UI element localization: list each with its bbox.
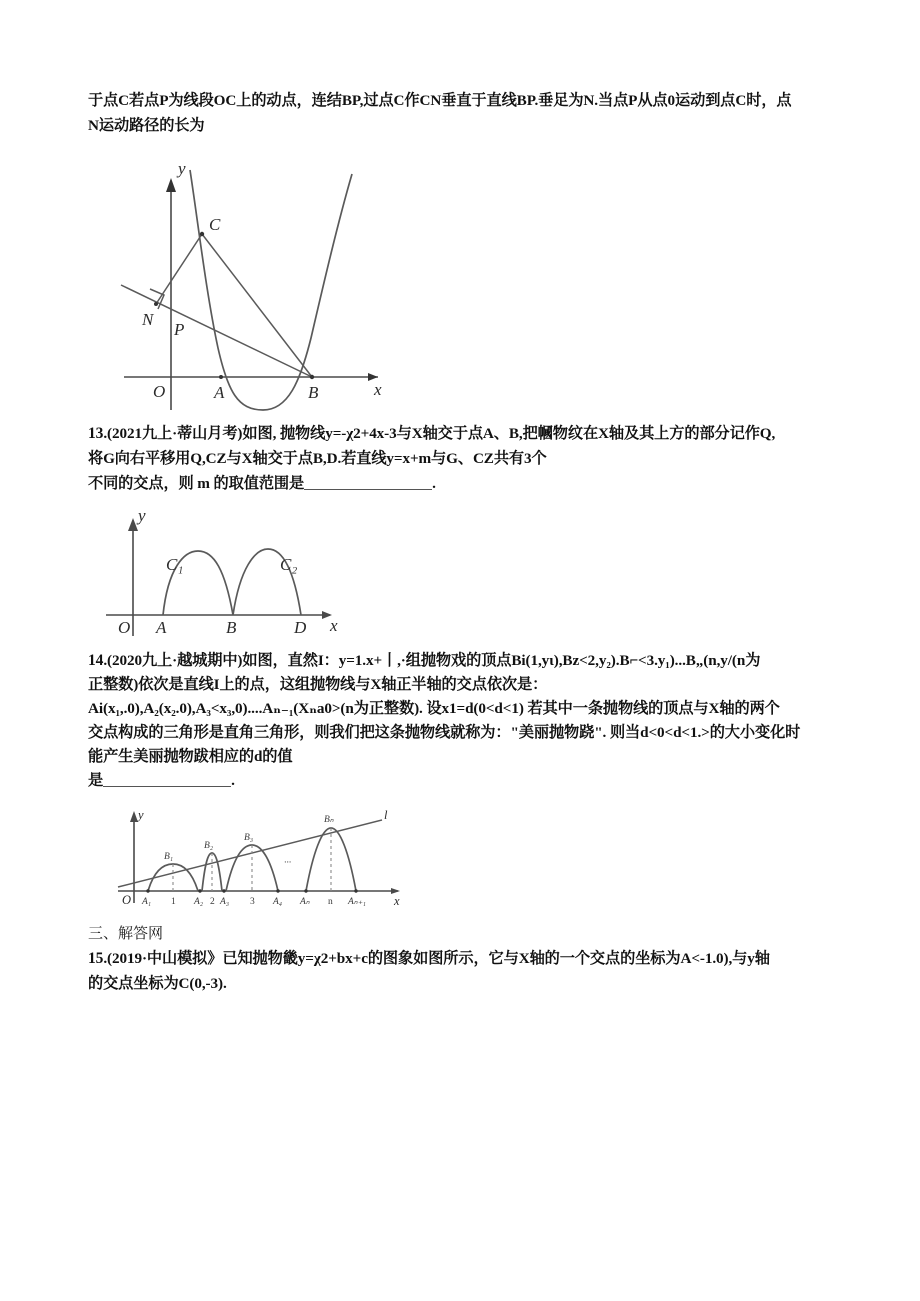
question-12-continuation bbox=[88, 88, 836, 138]
figure-1-label-y: y bbox=[178, 159, 186, 178]
q12-line-1: 于点C若点P为线段OC上的动点，连结BP,过点C作CN垂直于直线BP.垂足为N.当点P从点0运动到点C时，点 bbox=[88, 92, 792, 109]
q15-line-1 bbox=[88, 946, 836, 971]
figure-3-tick-2: 2 bbox=[210, 897, 215, 907]
figure-1-label-O: O bbox=[153, 382, 166, 401]
figure-1-label-C: C bbox=[209, 215, 221, 234]
point-N-dot bbox=[154, 302, 158, 306]
figure-2-label-C2: C₂ bbox=[280, 555, 298, 574]
figure-2-label-D: D bbox=[294, 618, 307, 637]
figure-3-label-O: O bbox=[122, 893, 132, 907]
point-An-dot bbox=[304, 889, 307, 892]
point-A4-dot bbox=[276, 889, 279, 892]
point-An1-dot bbox=[354, 889, 357, 892]
q13-body-1: 如图, 抛物线y=-χ2+4x-3与X轴交于点A、B,把幗物纹在X轴及其上方的部分记作Q, bbox=[242, 425, 776, 442]
figure-3-label-l: l bbox=[384, 808, 388, 822]
figure-3-tick-3: 3 bbox=[250, 897, 255, 907]
q13-line-3 bbox=[88, 471, 836, 496]
figure-3-ellipsis: ··· bbox=[284, 858, 292, 868]
question-15 bbox=[88, 946, 836, 996]
figure-3-label-A1: A₁ bbox=[142, 897, 152, 907]
q13-answer-blank[interactable] bbox=[304, 476, 432, 490]
figure-3-label-An: Aₙ bbox=[300, 897, 310, 907]
q14-source: .(2020九上·越城期中) bbox=[103, 652, 243, 669]
figure-3-label-Bn: Bₙ bbox=[324, 815, 334, 825]
figure-3-label-An1: Aₙ₊₁ bbox=[348, 897, 366, 907]
q14-body-6-post: . bbox=[231, 772, 235, 789]
figure-3-label-B3: B₃ bbox=[244, 833, 254, 843]
q14-line-1 bbox=[88, 649, 836, 673]
figure-2-two-arches-diagram bbox=[98, 508, 836, 640]
q14-answer-blank[interactable] bbox=[103, 773, 231, 787]
figure-3-svg bbox=[110, 803, 410, 913]
q13-line-1 bbox=[88, 421, 836, 446]
point-B-dot bbox=[310, 375, 314, 379]
q14-line-4: 交点构成的三角形是直角三角形，则我们把这条抛物线就称为："美丽抛物跷". 则当d<0<d<1.>的大小变化时 bbox=[88, 724, 801, 741]
q13-number: 13 bbox=[88, 425, 104, 442]
q13-source: .(2021九上·蒂山月考) bbox=[103, 425, 243, 442]
q13-body-3-pre: 不同的交点，则 m 的取值范围是 bbox=[88, 475, 305, 492]
question-14 bbox=[88, 649, 836, 793]
segment-CN bbox=[156, 234, 202, 304]
q15-line-2: 的交点坐标为C(0,-3). bbox=[88, 975, 227, 992]
q14-line-6 bbox=[88, 769, 836, 793]
figure-1-label-P: P bbox=[174, 320, 185, 339]
figure-1-label-B: B bbox=[308, 383, 319, 402]
line-l bbox=[118, 820, 382, 887]
figure-2-label-B: B bbox=[226, 618, 237, 637]
axes bbox=[118, 811, 400, 903]
right-angle-mark bbox=[150, 289, 164, 309]
figure-3-label-A4: A₄ bbox=[273, 897, 283, 907]
q13-line-2: 将G向右平移用Q,CZ与X轴交于点B,D.若直线y=x+m与G、CZ共有3个 bbox=[88, 450, 547, 467]
figure-2-label-O: O bbox=[118, 618, 131, 637]
figure-3-label-y: y bbox=[138, 808, 144, 822]
figure-3-label-A2: A₂ bbox=[194, 897, 204, 907]
q15-source: .(2019·中山模拟》 bbox=[103, 950, 223, 967]
figure-3-label-x: x bbox=[394, 894, 400, 908]
point-C-dot bbox=[200, 232, 204, 236]
question-13 bbox=[88, 421, 836, 496]
point-A1-dot bbox=[146, 889, 149, 892]
parabola-curve bbox=[190, 170, 352, 410]
q14-line-5: 能产生美丽抛物跋相应的d的值 bbox=[88, 748, 293, 765]
figure-3-label-B2: B₂ bbox=[204, 841, 214, 851]
point-A-dot bbox=[219, 375, 223, 379]
figure-1-parabola-diagram bbox=[106, 152, 836, 412]
figure-3-parabola-sequence-diagram bbox=[110, 803, 836, 913]
q13-body-3-post: . bbox=[432, 475, 436, 492]
figure-3-label-A3: A₃ bbox=[220, 897, 230, 907]
point-A2-dot bbox=[198, 889, 201, 892]
figure-1-svg bbox=[106, 152, 406, 412]
q12-line-2: N运动路径的长为 bbox=[88, 117, 205, 134]
q14-line-2: 正整数)依次是直线I上的点，这组抛物线与X轴正半轴的交点依次是： bbox=[88, 676, 548, 693]
figure-2-label-A: A bbox=[156, 618, 167, 637]
figure-3-tick-1: 1 bbox=[171, 897, 176, 907]
line-BP bbox=[121, 285, 312, 377]
figure-3-tick-n: n bbox=[328, 897, 333, 907]
q15-number: 15 bbox=[88, 950, 104, 967]
figure-1-label-A: A bbox=[214, 383, 225, 402]
q14-body-6-pre: 是 bbox=[88, 772, 104, 789]
q14-body-1: 如图，直然I：y=1.x+丨,·组抛物戏的顶点Bi(1,yι),Bz<2,y₂).B⌐<3.y₁)...B„(n,y/(n为 bbox=[242, 652, 761, 669]
point-A3-dot bbox=[222, 889, 225, 892]
figure-1-label-N: N bbox=[142, 310, 154, 329]
figure-1-label-x: x bbox=[374, 380, 382, 399]
figure-2-label-x: x bbox=[330, 616, 338, 635]
figure-2-label-C1: C₁ bbox=[166, 555, 184, 574]
figure-3-label-B1: B₁ bbox=[164, 852, 174, 862]
page-content bbox=[88, 88, 836, 996]
segment-CB bbox=[202, 234, 312, 377]
figure-2-svg bbox=[98, 508, 363, 640]
q14-line-3: Ai(x₁,.0),A₂(x₂.0),A₃<x₃,0)....Aₙ₋₁(Xₙa0>(n为正整数). 设x1=d(0<d<1) 若其中一条抛物线的顶点与X轴的两个 bbox=[88, 700, 780, 717]
figure-2-label-y: y bbox=[138, 508, 146, 525]
section-3-heading: 三、解答网 bbox=[88, 926, 164, 942]
q15-body-1: 已知抛物畿y=χ2+bx+c的图象如图所示，它与X轴的一个交点的坐标为A<-1.0),与y轴 bbox=[222, 950, 770, 967]
q14-number: 14 bbox=[88, 652, 104, 669]
